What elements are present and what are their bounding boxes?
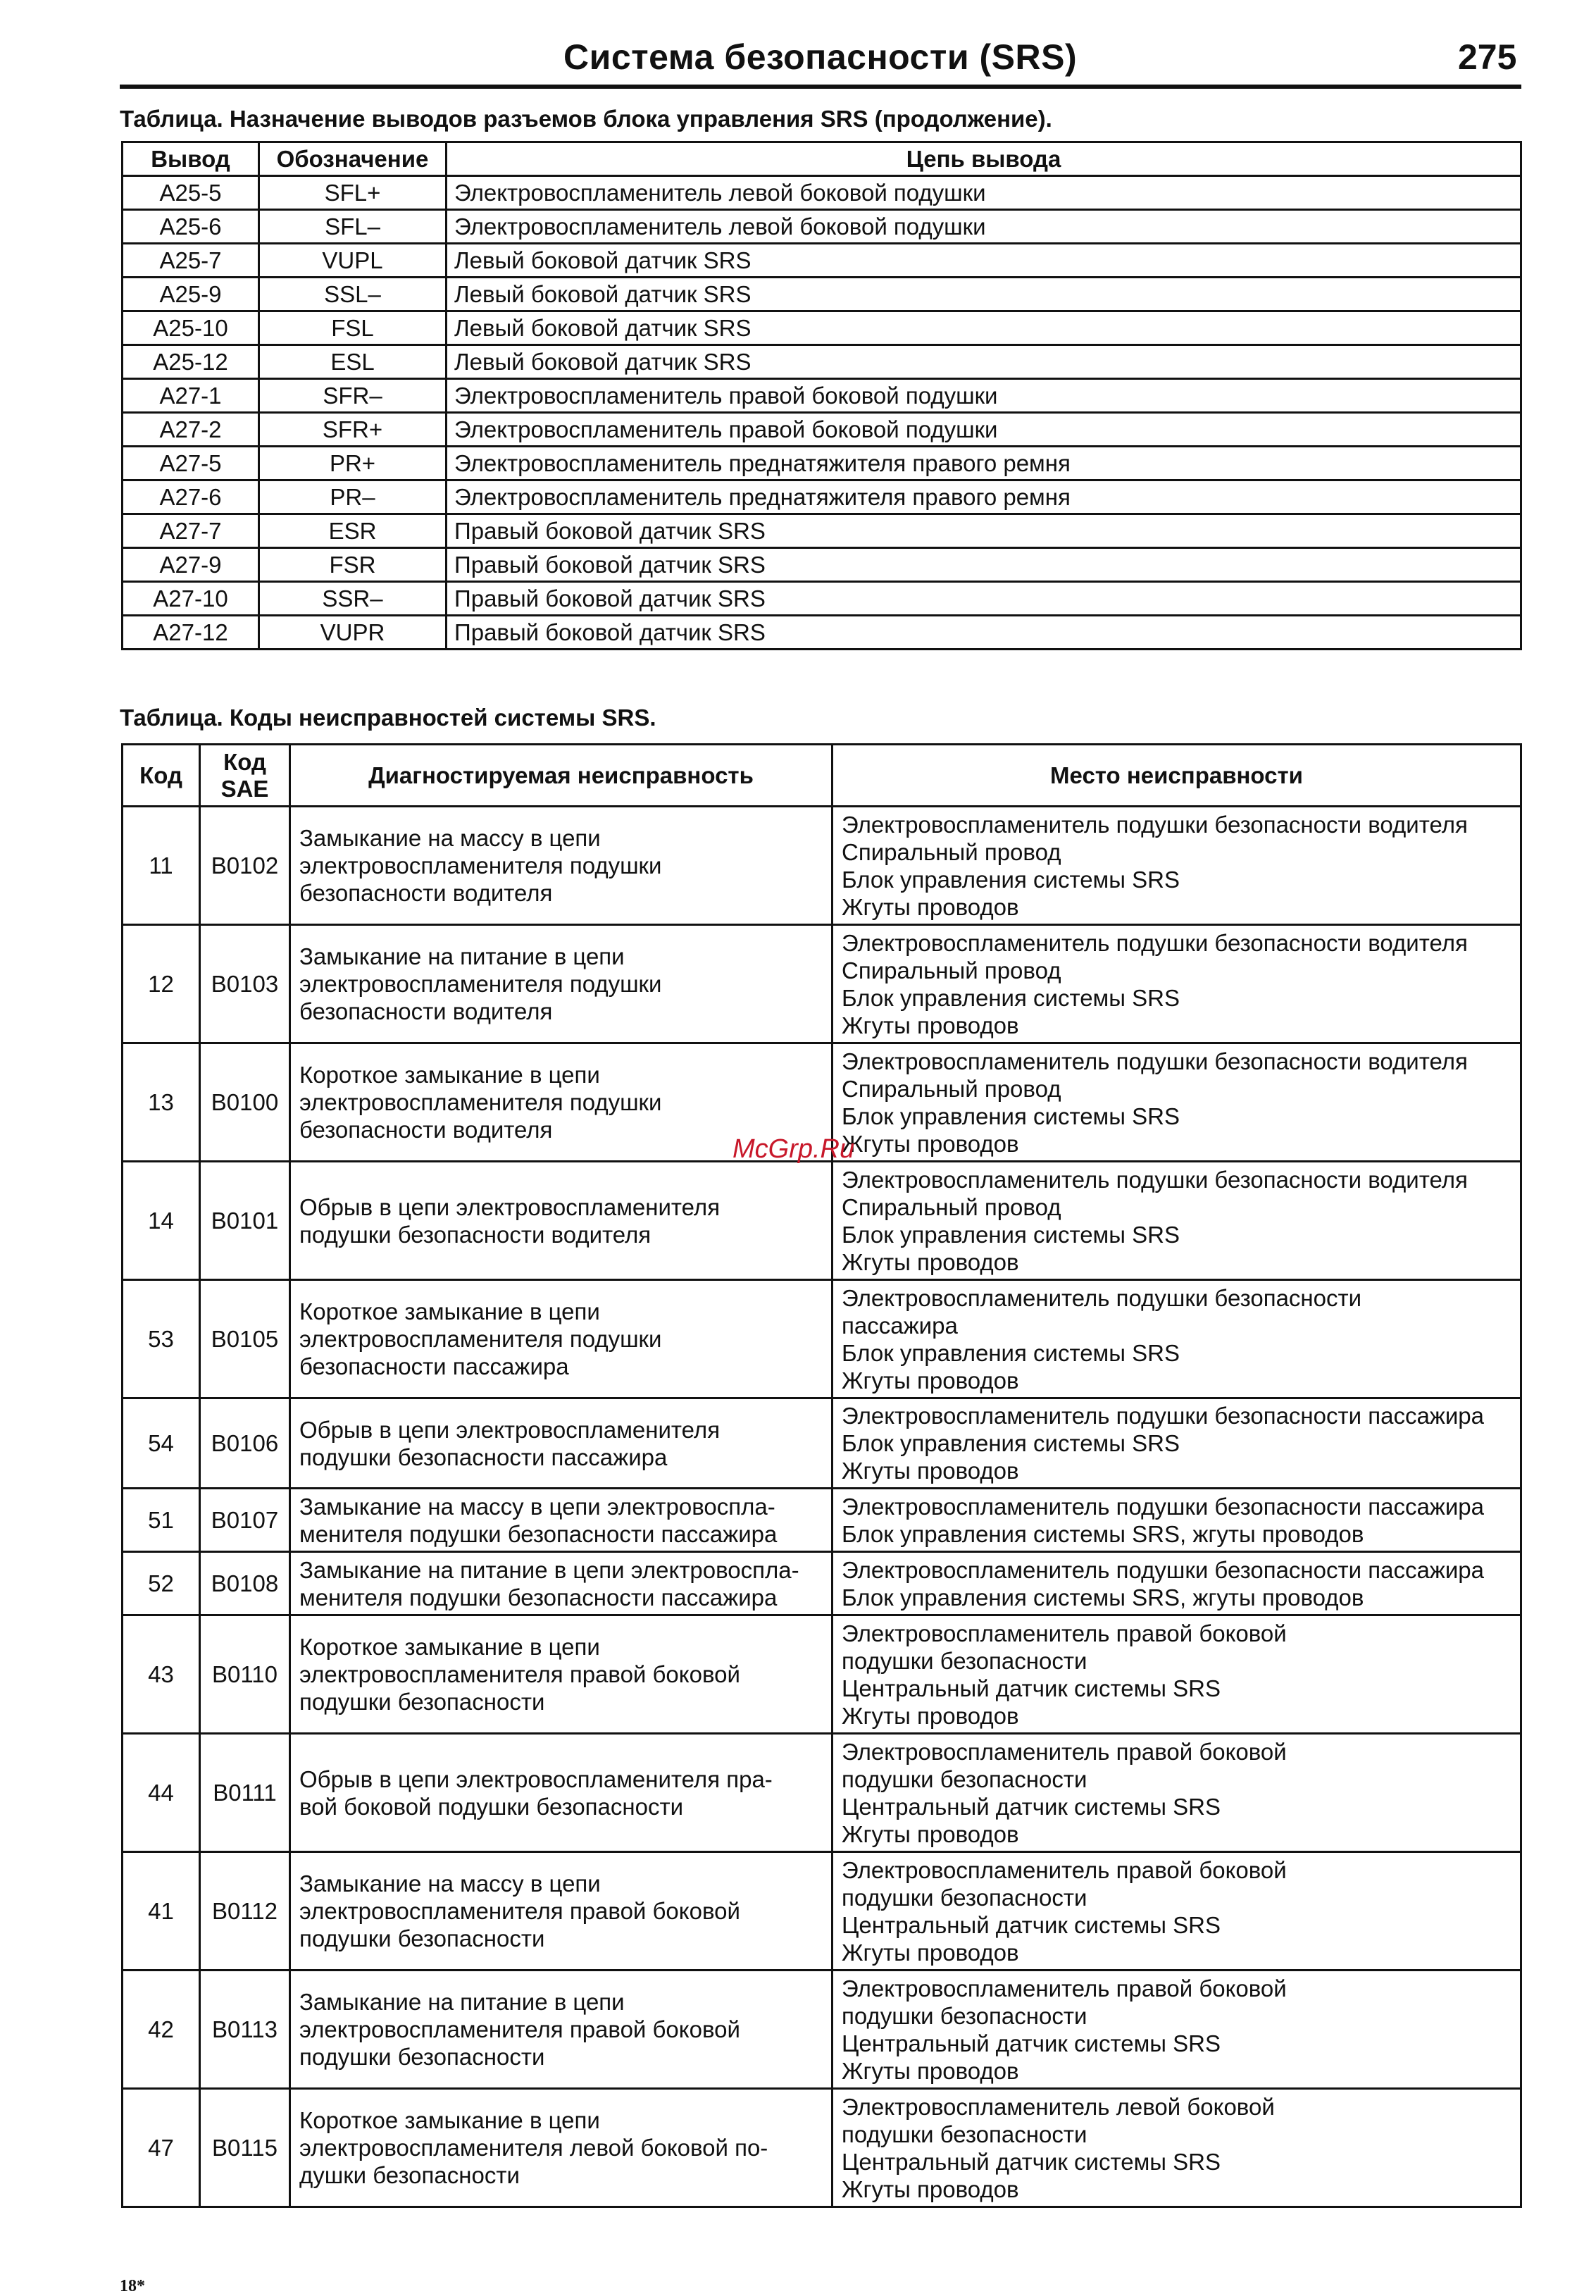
designation-cell: SFR– — [259, 379, 447, 413]
circuit-cell: Электровоспламенитель левой боковой подушки — [447, 210, 1521, 244]
pin-cell: A27-2 — [123, 413, 259, 447]
sae-code-cell: B0115 — [200, 2089, 290, 2207]
code-cell: 51 — [123, 1489, 200, 1552]
fault-description-cell: Замыкание на питание в цепи электровоспламенителя правой боковой подушки безопасности — [290, 1971, 833, 2089]
fault-location-cell: Электровоспламенитель подушки безопасности пассажира Блок управления системы SRS, жгуты проводов — [833, 1552, 1521, 1615]
circuit-cell: Правый боковой датчик SRS — [447, 514, 1521, 548]
pin-cell: A27-9 — [123, 548, 259, 582]
circuit-cell: Левый боковой датчик SRS — [447, 244, 1521, 278]
table-row — [123, 480, 1521, 514]
pin-cell: A25-10 — [123, 311, 259, 345]
pin-cell: A25-5 — [123, 176, 259, 210]
column-header: Код — [123, 745, 200, 807]
fault-description-cell: Обрыв в цепи электровоспламенителя пра- вой боковой подушки безопасности — [290, 1734, 833, 1852]
table-row — [123, 311, 1521, 345]
table-row — [123, 176, 1521, 210]
table-row — [123, 413, 1521, 447]
fault-location-cell: Электровоспламенитель подушки безопасности водителя Спиральный провод Блок управления системы SRS Жгуты проводов — [833, 1043, 1521, 1162]
table-row — [123, 1280, 1521, 1398]
code-cell: 47 — [123, 2089, 200, 2207]
sae-code-cell: B0108 — [200, 1552, 290, 1615]
code-cell: 42 — [123, 1971, 200, 2089]
sae-code-cell: B0106 — [200, 1398, 290, 1489]
code-table-header-row — [123, 745, 1521, 807]
pin-cell: A27-6 — [123, 480, 259, 514]
fault-description-cell: Обрыв в цепи электровоспламенителя подушки безопасности пассажира — [290, 1398, 833, 1489]
fault-description-cell: Короткое замыкание в цепи электровоспламенителя правой боковой подушки безопасности — [290, 1615, 833, 1734]
code-cell: 53 — [123, 1280, 200, 1398]
designation-cell: PR– — [259, 480, 447, 514]
pin-cell: A25-6 — [123, 210, 259, 244]
designation-cell: FSL — [259, 311, 447, 345]
pin-cell: A27-10 — [123, 582, 259, 616]
fault-description-cell: Короткое замыкание в цепи электровоспламенителя подушки безопасности водителя — [290, 1043, 833, 1162]
designation-cell: SFL+ — [259, 176, 447, 210]
pin-cell: A27-5 — [123, 447, 259, 480]
circuit-cell: Электровоспламенитель преднатяжителя правого ремня — [447, 480, 1521, 514]
fault-location-cell: Электровоспламенитель правой боковой подушки безопасности Центральный датчик системы SRS Жгуты проводов — [833, 1852, 1521, 1971]
sae-code-cell: B0111 — [200, 1734, 290, 1852]
table-row — [123, 925, 1521, 1043]
table-row — [123, 1552, 1521, 1615]
page-number: 275 — [1458, 37, 1517, 77]
table-row — [123, 807, 1521, 925]
fault-location-cell: Электровоспламенитель правой боковой подушки безопасности Центральный датчик системы SRS Жгуты проводов — [833, 1971, 1521, 2089]
header-rule — [120, 85, 1521, 89]
circuit-cell: Левый боковой датчик SRS — [447, 345, 1521, 379]
pin-cell: A27-12 — [123, 616, 259, 650]
column-header: Цепь вывода — [447, 142, 1521, 176]
fault-description-cell: Замыкание на питание в цепи электровоспла- менителя подушки безопасности пассажира — [290, 1552, 833, 1615]
pin-cell: A25-9 — [123, 278, 259, 311]
table-row — [123, 210, 1521, 244]
table-row — [123, 244, 1521, 278]
fault-description-cell: Замыкание на массу в цепи электровоспламенителя правой боковой подушки безопасности — [290, 1852, 833, 1971]
sae-code-cell: B0112 — [200, 1852, 290, 1971]
pin-assignment-table — [121, 141, 1522, 650]
designation-cell: VUPL — [259, 244, 447, 278]
table-row — [123, 1615, 1521, 1734]
watermark: McGrp.Ru — [732, 1134, 855, 1164]
table-row — [123, 582, 1521, 616]
code-cell: 12 — [123, 925, 200, 1043]
circuit-cell: Левый боковой датчик SRS — [447, 311, 1521, 345]
sae-code-cell: B0113 — [200, 1971, 290, 2089]
designation-cell: SSL– — [259, 278, 447, 311]
column-header: Место неисправности — [833, 745, 1521, 807]
table-row — [123, 1971, 1521, 2089]
table-row — [123, 1734, 1521, 1852]
pin-cell: A27-7 — [123, 514, 259, 548]
code-cell: 14 — [123, 1162, 200, 1280]
table-row — [123, 278, 1521, 311]
circuit-cell: Электровоспламенитель правой боковой подушки — [447, 379, 1521, 413]
designation-cell: SFL– — [259, 210, 447, 244]
fault-code-table — [121, 743, 1522, 2208]
designation-cell: SSR– — [259, 582, 447, 616]
table-row — [123, 1162, 1521, 1280]
column-header: Вывод — [123, 142, 259, 176]
table-row — [123, 616, 1521, 650]
sae-code-cell: B0100 — [200, 1043, 290, 1162]
fault-description-cell: Замыкание на массу в цепи электровоспла- менителя подушки безопасности пассажира — [290, 1489, 833, 1552]
code-cell: 41 — [123, 1852, 200, 1971]
fault-location-cell: Электровоспламенитель подушки безопасности водителя Спиральный провод Блок управления системы SRS Жгуты проводов — [833, 1162, 1521, 1280]
code-cell: 13 — [123, 1043, 200, 1162]
pin-cell: A25-7 — [123, 244, 259, 278]
fault-location-cell: Электровоспламенитель подушки безопасности водителя Спиральный провод Блок управления системы SRS Жгуты проводов — [833, 925, 1521, 1043]
sae-code-cell: B0110 — [200, 1615, 290, 1734]
sae-code-cell: B0101 — [200, 1162, 290, 1280]
fault-description-cell: Замыкание на массу в цепи электровоспламенителя подушки безопасности водителя — [290, 807, 833, 925]
table-row — [123, 548, 1521, 582]
sae-code-cell: B0103 — [200, 925, 290, 1043]
designation-cell: ESL — [259, 345, 447, 379]
fault-location-cell: Электровоспламенитель подушки безопасности пассажира Блок управления системы SRS Жгуты проводов — [833, 1398, 1521, 1489]
fault-description-cell: Короткое замыкание в цепи электровоспламенителя левой боковой по- душки безопасности — [290, 2089, 833, 2207]
code-cell: 54 — [123, 1398, 200, 1489]
circuit-cell: Электровоспламенитель левой боковой подушки — [447, 176, 1521, 210]
circuit-cell: Правый боковой датчик SRS — [447, 616, 1521, 650]
circuit-cell: Электровоспламенитель преднатяжителя правого ремня — [447, 447, 1521, 480]
table-row — [123, 1852, 1521, 1971]
circuit-cell: Правый боковой датчик SRS — [447, 582, 1521, 616]
table-row — [123, 447, 1521, 480]
fault-location-cell: Электровоспламенитель подушки безопасности водителя Спиральный провод Блок управления системы SRS Жгуты проводов — [833, 807, 1521, 925]
designation-cell: ESR — [259, 514, 447, 548]
column-header: Обозначение — [259, 142, 447, 176]
fault-location-cell: Электровоспламенитель правой боковой подушки безопасности Центральный датчик системы SRS Жгуты проводов — [833, 1615, 1521, 1734]
sae-code-cell: B0102 — [200, 807, 290, 925]
designation-cell: PR+ — [259, 447, 447, 480]
circuit-cell: Электровоспламенитель правой боковой подушки — [447, 413, 1521, 447]
circuit-cell: Правый боковой датчик SRS — [447, 548, 1521, 582]
pin-table-caption: Таблица. Назначение выводов разъемов блока управления SRS (продолжение). — [120, 106, 1052, 132]
code-table-caption: Таблица. Коды неисправностей системы SRS. — [120, 705, 656, 731]
designation-cell: FSR — [259, 548, 447, 582]
fault-description-cell: Короткое замыкание в цепи электровоспламенителя подушки безопасности пассажира — [290, 1280, 833, 1398]
footer-signature-mark: 18* — [120, 2277, 145, 2295]
designation-cell: SFR+ — [259, 413, 447, 447]
table-row — [123, 514, 1521, 548]
circuit-cell: Левый боковой датчик SRS — [447, 278, 1521, 311]
code-cell: 11 — [123, 807, 200, 925]
code-cell: 43 — [123, 1615, 200, 1734]
fault-location-cell: Электровоспламенитель подушки безопасности пассажира Блок управления системы SRS, жгуты проводов — [833, 1489, 1521, 1552]
sae-code-cell: B0105 — [200, 1280, 290, 1398]
pin-cell: A25-12 — [123, 345, 259, 379]
table-row — [123, 2089, 1521, 2207]
table-row — [123, 1489, 1521, 1552]
table-row — [123, 1398, 1521, 1489]
fault-location-cell: Электровоспламенитель подушки безопасности пассажира Блок управления системы SRS Жгуты проводов — [833, 1280, 1521, 1398]
code-cell: 44 — [123, 1734, 200, 1852]
fault-description-cell: Замыкание на питание в цепи электровоспламенителя подушки безопасности водителя — [290, 925, 833, 1043]
pin-cell: A27-1 — [123, 379, 259, 413]
page-title: Система безопасности (SRS) — [563, 37, 1078, 77]
fault-description-cell: Обрыв в цепи электровоспламенителя подушки безопасности водителя — [290, 1162, 833, 1280]
fault-location-cell: Электровоспламенитель левой боковой подушки безопасности Центральный датчик системы SRS Жгуты проводов — [833, 2089, 1521, 2207]
designation-cell: VUPR — [259, 616, 447, 650]
sae-code-cell: B0107 — [200, 1489, 290, 1552]
code-cell: 52 — [123, 1552, 200, 1615]
fault-location-cell: Электровоспламенитель правой боковой подушки безопасности Центральный датчик системы SRS Жгуты проводов — [833, 1734, 1521, 1852]
column-header: Код SAE — [200, 745, 290, 807]
table-row — [123, 345, 1521, 379]
column-header: Диагностируемая неисправность — [290, 745, 833, 807]
table-row — [123, 379, 1521, 413]
pin-table-header-row — [123, 142, 1521, 176]
